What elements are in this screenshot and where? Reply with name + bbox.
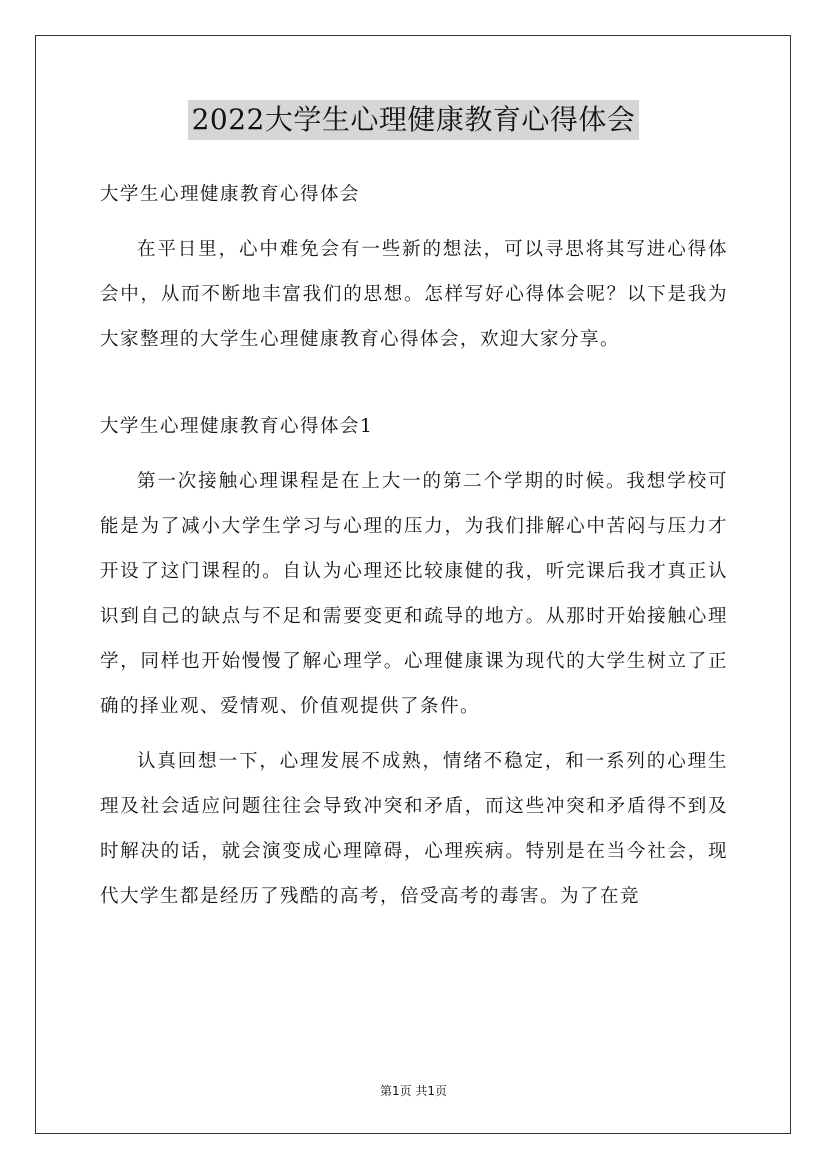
subheading-intro: 大学生心理健康教育心得体会 bbox=[100, 184, 361, 205]
intro-paragraph: 在平日里，心中难免会有一些新的想法，可以寻思将其写进心得体会中，从而不断地丰富我们的思想。怎样写好心得体会呢？以下是我为大家整理的大学生心理健康教育心得体会，欢迎大家分享。 bbox=[100, 239, 728, 350]
title-container bbox=[0, 100, 827, 140]
document-title: 2022大学生心理健康教育心得体会 bbox=[188, 100, 640, 140]
body-paragraph-1: 第一次接触心理课程是在上大一的第二个学期的时候。我想学校可能是为了减小大学生学习与心理的压力，为我们排解心中苦闷与压力才开设了这门课程的。自认为心理还比较康健的我，听完课后我才真正认识到自己的缺点与不足和需要变更和疏导的地方。从那时开始接触心理学，同样也开始慢慢了解心理学。心理健康课为现代的大学生树立了正确的择业观、爱情观、价值观提供了条件。 bbox=[100, 471, 728, 717]
section-spacer bbox=[100, 362, 728, 404]
document-body bbox=[100, 172, 728, 919]
body-paragraph-2: 认真回想一下，心理发展不成熟，情绪不稳定，和一系列的心理生理及社会适应问题往往会导致冲突和矛盾，而这些冲突和矛盾得不到及时解决的话，就会演变成心理障碍，心理疾病。特别是在当今社会，现代大学生都是经历了残酷的高考，倍受高考的毒害。为了在竞 bbox=[100, 751, 728, 907]
page-footer: 第1页 共1页 bbox=[379, 1084, 448, 1098]
subheading-section-1: 大学生心理健康教育心得体会1 bbox=[100, 416, 374, 437]
